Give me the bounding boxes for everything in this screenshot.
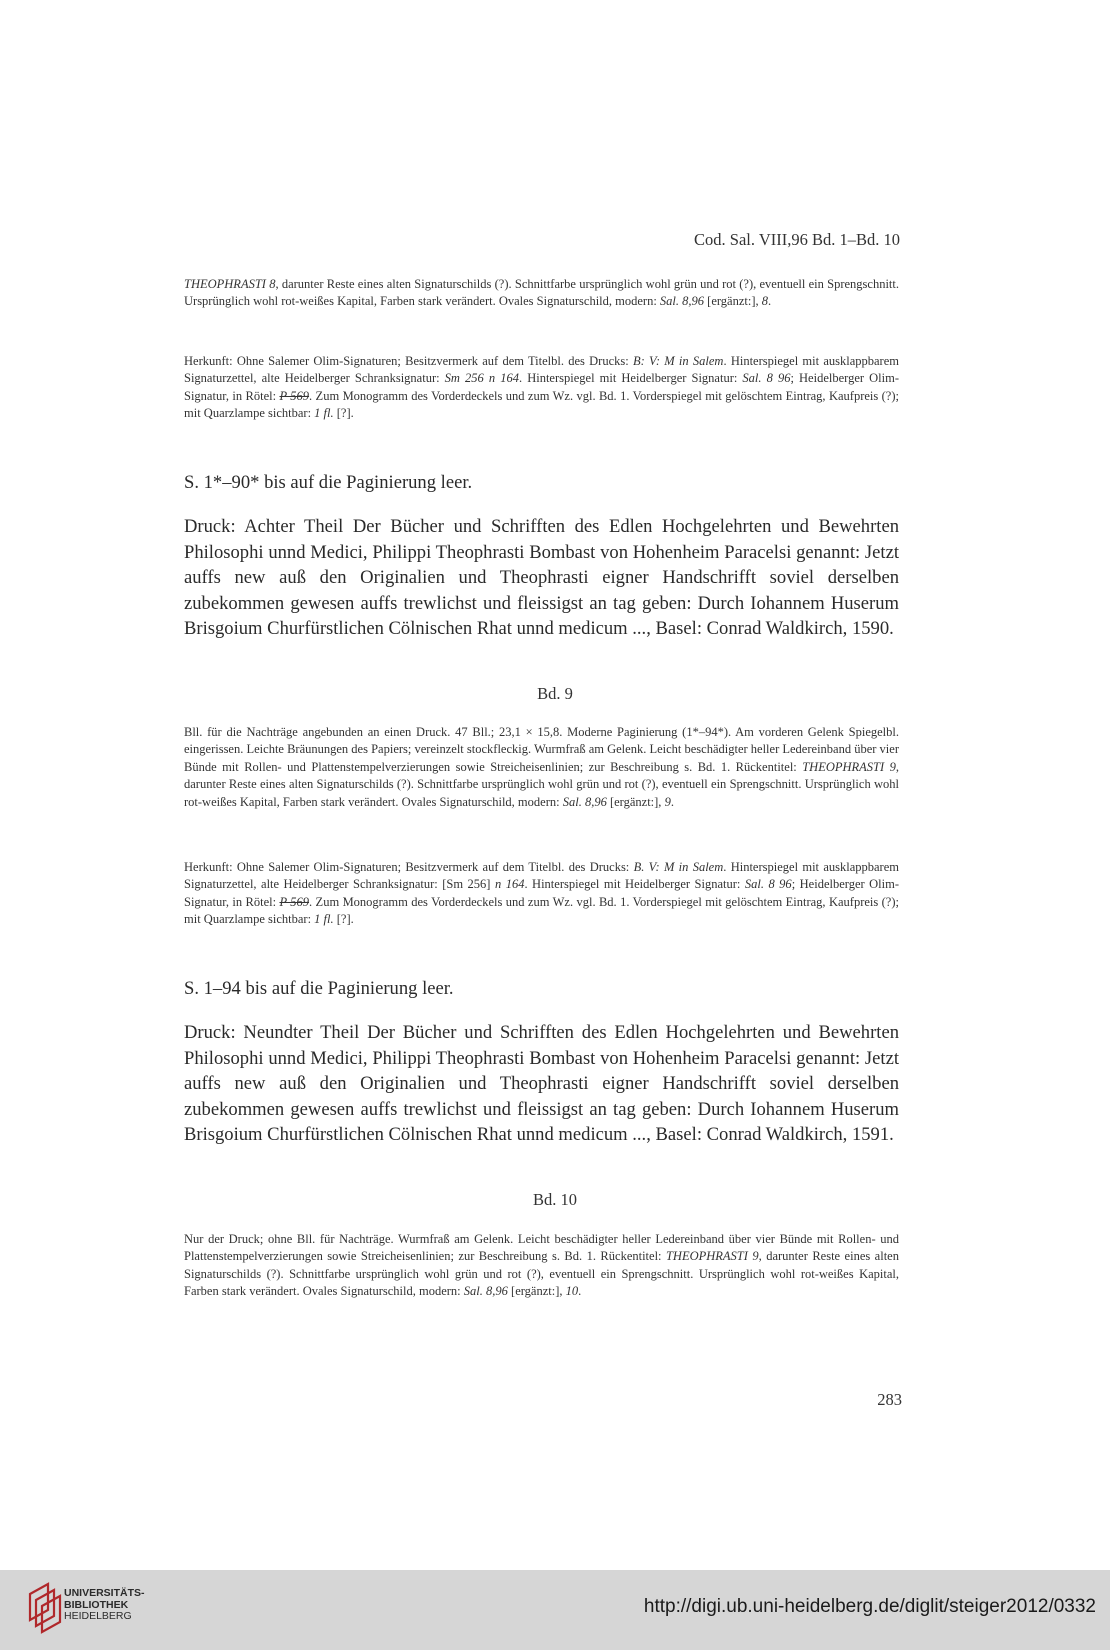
provenance-bd9: Herkunft: Ohne Salemer Olim-Signaturen; Besitzvermerk auf dem Titelbl. des Drucks: B. V: M in Salem. Hinterspiegel mit ausklappbarem Signaturzettel, alte Heidelberger Schranksignatur: [Sm 256] n 164. Hinterspiegel mit Heidelberger Signatur: Sal. 8 96; Heidelberger Olim-Signatur, in Rötel: P 569. Zum Monogramm des Vorderdeckels und zum Wz. vgl. Bd. 1. Vorderspiegel mit gelöschtem Eintrag, Kaufpreis (?); mit Quarzlampe sichtbar: 1 fl. [?]. [184,860,900,927]
spine-title: THEOPHRASTI 9 [802,759,896,774]
print-description-bd9: Druck: Neundter Theil Der Bücher und Schrifften des Edlen Hochgelehrten und Bewehrten Philosophi unnd Medici, Philippi Theophrasti Bombast von Hohenheim Paracelsi genannt: Jetzt auffs new auß den Originalien und Theophrasti eigner Handschrifft soviel derselben zubekommen gewesen auffs trewlichst und fleissigst an tag geben: Durch Iohannem Huserum Brisgoium Churfürstlichen Cölnischen Rhat unnd medicum ..., Basel: Conrad Waldkirch, 1591. [184,1022,899,1146]
library-logo-icon [26,1580,66,1638]
spine-title: THEOPHRASTI 8 [184,277,276,291]
pagination-note-bd8: S. 1*–90* bis auf die Paginierung leer. [184,472,473,493]
binding-description-bd8: THEOPHRASTI 8, darunter Reste eines alten Signaturschilds (?). Schnittfarbe ursprünglich wohl grün und rot (?), eventuell ein Sprengschnitt. Ursprünglich wohl rot-weißes Kapital, Farben stark verändert. Ovales Signaturschild, modern: Sal. 8,96 [ergänzt:], 8. [184,277,899,309]
spine-title: THEOPHRASTI 9 [665,1249,759,1264]
permalink-url[interactable]: http://digi.ub.uni-heidelberg.de/diglit/steiger2012/0332 [643,1596,1096,1617]
provenance-bd8: Herkunft: Ohne Salemer Olim-Signaturen; Besitzvermerk auf dem Titelbl. des Drucks: B: V: M in Salem. Hinterspiegel mit ausklappbarem Signaturzettel, alte Heidelberger Schranksignatur: Sm 256 n 164. Hinterspiegel mit Heidelberger Signatur: Sal. 8 96; Heidelberger Olim-Signatur, in Rötel: P 569. Zum Monogramm des Vorderdeckels und zum Wz. vgl. Bd. 1. Vorderspiegel mit gelöschtem Eintrag, Kaufpreis (?); mit Quarzlampe sichtbar: 1 fl. [?]. [184,354,899,421]
volume-heading-bd10: Bd. 10 [532,1190,577,1209]
library-name: UNIVERSITÄTS- BIBLIOTHEK HEIDELBERG [64,1587,145,1622]
binding-description-bd10: Nur der Druck; ohne Bll. für Nachträge. Wurmfraß am Gelenk. Leicht beschädigter heller Ledereinband über vier Bünde mit Rollen- und Plattenstempelverzierungen sowie Streicheisenlinien; zur Beschreibung s. Bd. 1. Rückentitel: THEOPHRASTI 9, darunter Reste eines alten Signaturschilds (?). Schnittfarbe ursprünglich wohl grün und rot (?), eventuell ein Sprengschnitt. Ursprünglich wohl rot-weißes Kapital, Farben stark verändert. Ovales Signaturschild, modern: Sal. 8,96 [ergänzt:], 10. [184,1232,899,1299]
pagination-note-bd9: S. 1–94 bis auf die Paginierung leer. [184,978,454,999]
footer-bar [0,1570,1110,1650]
running-header: Cod. Sal. VIII,96 Bd. 1–Bd. 10 [694,230,900,249]
binding-description-bd9: Bll. für die Nachträge angebunden an einen Druck. 47 Bll.; 23,1 × 15,8. Moderne Paginierung (1*–94*). Am vorderen Gelenk Spiegelbl. eingerissen. Leichte Bräunungen des Papiers; vereinzelt stockfleckig. Wurmfraß am Gelenk. Leicht beschädigter heller Ledereinband über vier Bünde mit Rollen- und Plattenstempelverzierungen sowie Streicheisenlinien; zur Beschreibung s. Bd. 1. Rückentitel: THEOPHRASTI 9, darunter Reste eines alten Signaturschilds (?). Schnittfarbe ursprünglich wohl grün und rot (?), eventuell ein Sprengschnitt. Ursprünglich wohl rot-weißes Kapital, Farben stark verändert. Ovales Signaturschild, modern: Sal. 8,96 [ergänzt:], 9. [184,725,899,809]
page-number: 283 [877,1390,902,1409]
print-description-bd8: Druck: Achter Theil Der Bücher und Schrifften des Edlen Hochgelehrten und Bewehrten Philosophi unnd Medici, Philippi Theophrasti Bombast von Hohenheim Paracelsi genannt: Jetzt auffs new auß den Originalien und Theophrasti eigner Handschrifft soviel derselben zubekommen gewesen auffs trewlichst und fleissigst an tag geben: Durch Iohannem Huserum Brisgoium Churfürstlichen Cölnischen Rhat unnd medicum ..., Basel: Conrad Waldkirch, 1590. [184,516,899,640]
volume-heading-bd9: Bd. 9 [537,684,573,703]
